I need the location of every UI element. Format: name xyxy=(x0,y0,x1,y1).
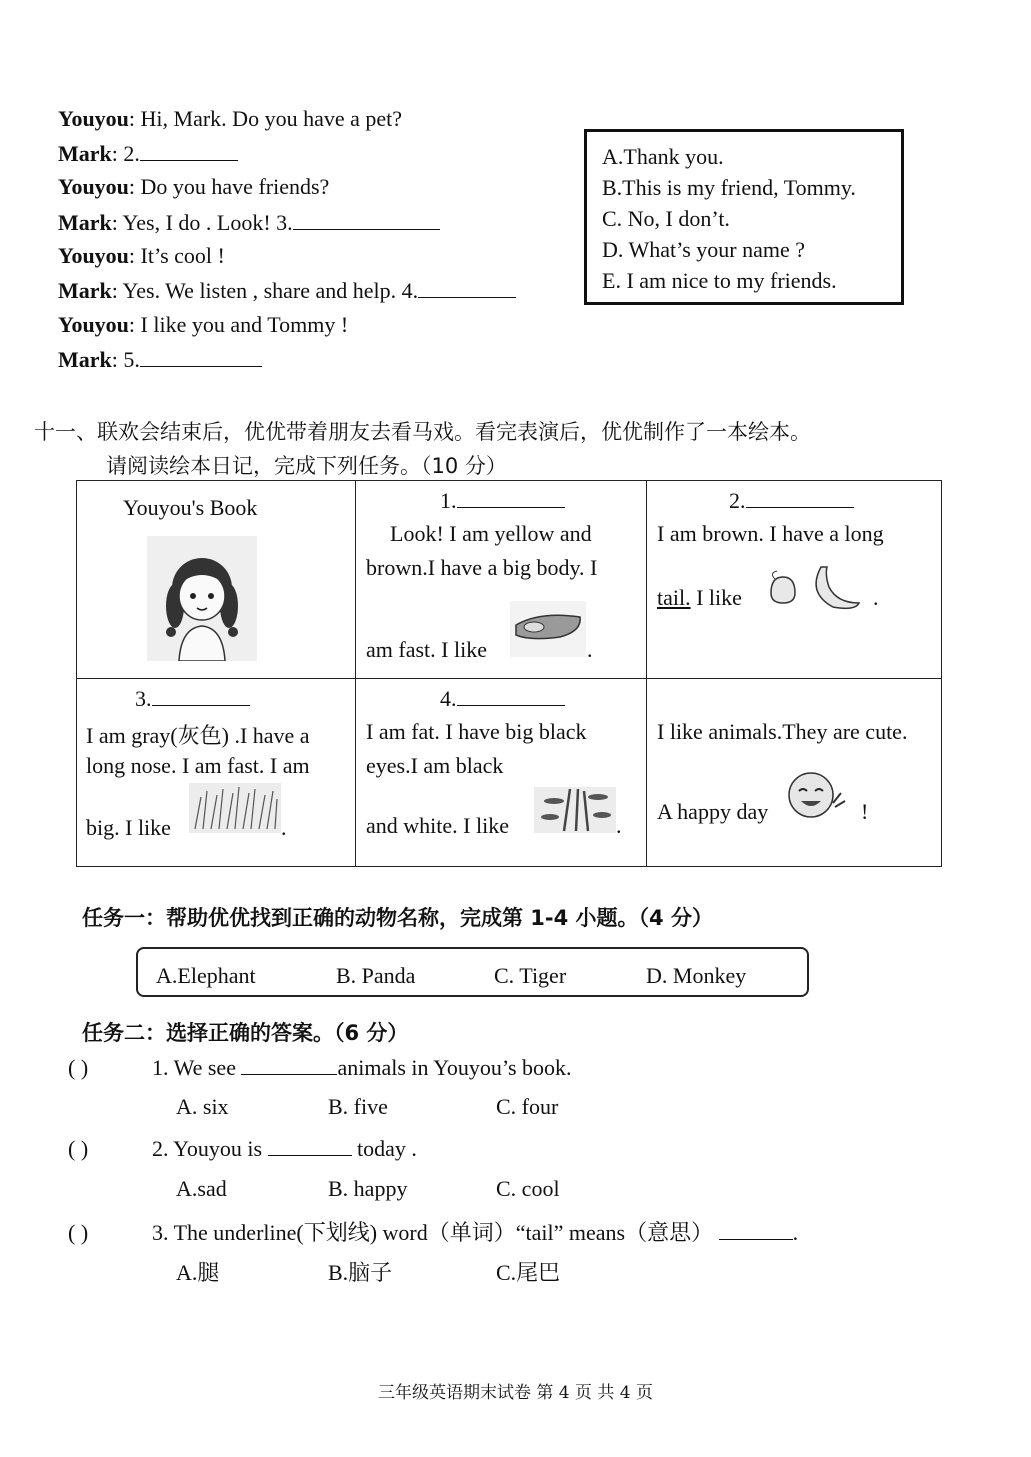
line-text: : 5. xyxy=(111,347,140,372)
girl-illustration xyxy=(147,536,257,661)
option-a: A.Thank you. xyxy=(602,144,724,169)
question-text: 1. We see xyxy=(152,1055,242,1080)
q3-option-a: A.腿 xyxy=(176,1260,220,1285)
cell-line: I am brown. I have a long xyxy=(657,521,884,546)
book-title: Youyou's Book xyxy=(123,495,258,520)
animal-blank-2[interactable] xyxy=(746,487,854,508)
line-text: : I like you and Tommy ! xyxy=(128,312,349,337)
choice-d: D. Monkey xyxy=(646,963,747,988)
cell-line: big. I like xyxy=(86,815,171,840)
q2-option-c: C. cool xyxy=(496,1176,560,1201)
speaker: Mark xyxy=(58,347,112,372)
cell-line: am fast. I like xyxy=(366,637,487,662)
section-11-subheading: 请阅读绘本日记，完成下列任务。（10 分） xyxy=(106,454,507,478)
cell-line: Look! I am yellow and xyxy=(390,521,592,546)
question-3 xyxy=(68,1216,798,1247)
q2-option-b: B. happy xyxy=(328,1176,408,1201)
speaker: Youyou xyxy=(58,312,129,337)
q1-option-c: C. four xyxy=(496,1094,559,1119)
book-cell-cover xyxy=(77,481,356,679)
answer-blank-3[interactable] xyxy=(293,209,440,230)
cell-line: I like animals.They are cute. xyxy=(657,719,908,744)
question-blank[interactable] xyxy=(241,1054,337,1075)
choice-b: B. Panda xyxy=(336,963,416,988)
book-cell-3 xyxy=(77,679,356,867)
choice-a: A.Elephant xyxy=(156,963,256,988)
cell-exclamation: ! xyxy=(861,799,869,824)
question-text: 3. The underline(下划线) word（单词）“tail” means（意思） xyxy=(152,1220,719,1245)
dialogue-line-8 xyxy=(58,346,262,373)
line-text: : Do you have friends? xyxy=(128,174,330,199)
animal-blank-1[interactable] xyxy=(457,487,565,508)
question-text: animals in Youyou’s book. xyxy=(337,1055,572,1080)
happy-face-icon xyxy=(783,769,847,823)
option-c: C. No, I don’t. xyxy=(602,206,730,231)
q2-option-a: A.sad xyxy=(176,1176,227,1201)
answer-paren[interactable]: ( ) xyxy=(68,1136,89,1161)
cell-period: . xyxy=(873,585,879,610)
line-text: : Yes, I do . Look! 3. xyxy=(111,210,293,235)
choice-c: C. Tiger xyxy=(494,963,567,988)
cell-line: A happy day xyxy=(657,799,769,824)
line-text: : It’s cool ! xyxy=(128,243,225,268)
grass-icon xyxy=(189,783,281,833)
speaker: Mark xyxy=(58,141,112,166)
question-blank[interactable] xyxy=(719,1219,793,1240)
animal-blank-3[interactable] xyxy=(152,685,250,706)
cell-number: 3. xyxy=(135,686,152,711)
dialogue-line-1 xyxy=(58,106,402,132)
picture-book-table xyxy=(76,480,942,867)
peach-banana-icon xyxy=(763,563,863,613)
cell-line: eyes.I am black xyxy=(366,753,504,778)
line-text: : Yes. We listen , share and help. 4. xyxy=(111,278,419,303)
q1-option-b: B. five xyxy=(328,1094,388,1119)
option-e: E. I am nice to my friends. xyxy=(602,268,837,293)
option-d: D. What’s your name ? xyxy=(602,237,806,262)
dialogue-line-4 xyxy=(58,209,440,236)
book-cell-1 xyxy=(356,481,647,679)
speaker: Mark xyxy=(58,278,112,303)
question-text: . xyxy=(792,1220,799,1245)
book-cell-2 xyxy=(647,481,942,679)
dialogue-line-3 xyxy=(58,174,329,200)
task-2-heading: 任务二：选择正确的答案。（6 分） xyxy=(82,1021,409,1045)
cell-line: brown.I have a big body. I xyxy=(366,555,598,580)
question-text: 2. Youyou is xyxy=(152,1136,268,1161)
cell-number: 2. xyxy=(729,488,746,513)
speaker: Youyou xyxy=(58,243,129,268)
speaker: Youyou xyxy=(58,106,129,131)
cell-line: I am fat. I have big black xyxy=(366,719,587,744)
question-1 xyxy=(68,1054,572,1081)
cell-period: . xyxy=(281,815,287,840)
animal-blank-4[interactable] xyxy=(457,685,565,706)
q3-option-b: B.脑子 xyxy=(328,1260,393,1285)
book-cell-4 xyxy=(356,679,647,867)
question-blank[interactable] xyxy=(268,1135,352,1156)
cell-line: I am gray(灰色) .I have a xyxy=(86,723,310,748)
answer-blank-4[interactable] xyxy=(418,277,516,298)
line-text: : 2. xyxy=(111,141,140,166)
question-text: today . xyxy=(351,1136,417,1161)
answer-paren[interactable]: ( ) xyxy=(68,1055,89,1080)
speaker: Youyou xyxy=(58,174,129,199)
dialogue-line-2 xyxy=(58,140,238,167)
answer-blank-5[interactable] xyxy=(140,346,262,367)
underlined-word: tail. xyxy=(657,585,691,610)
cell-period: . xyxy=(616,813,622,838)
q1-option-a: A. six xyxy=(176,1094,229,1119)
cell-line: long nose. I am fast. I am xyxy=(86,753,310,778)
q3-option-c: C.尾巴 xyxy=(496,1260,561,1285)
options-box xyxy=(584,129,904,305)
line-text: : Hi, Mark. Do you have a pet? xyxy=(128,106,403,131)
cell-line: I like xyxy=(690,585,742,610)
speaker: Mark xyxy=(58,210,112,235)
answer-paren[interactable]: ( ) xyxy=(68,1220,89,1245)
task-1-heading: 任务一：帮助优优找到正确的动物名称，完成第 1-4 小题。（4 分） xyxy=(82,906,713,930)
meat-icon xyxy=(510,601,586,657)
dialogue-line-6 xyxy=(58,277,516,304)
cell-number: 1. xyxy=(440,488,457,513)
book-cell-5 xyxy=(647,679,942,867)
answer-blank-2[interactable] xyxy=(140,140,238,161)
animal-choices-box xyxy=(136,947,809,997)
dialogue-line-5 xyxy=(58,243,225,269)
cell-period: . xyxy=(587,637,593,662)
bamboo-icon xyxy=(534,787,616,833)
page-footer: 三年级英语期末试卷 第 4 页 共 4 页 xyxy=(377,1383,654,1403)
cell-line: and white. I like xyxy=(366,813,509,838)
section-11-heading: 十一、联欢会结束后，优优带着朋友去看马戏。看完表演后，优优制作了一本绘本。 xyxy=(34,420,811,444)
dialogue-line-7 xyxy=(58,312,348,338)
option-b: B.This is my friend, Tommy. xyxy=(602,175,856,200)
cell-number: 4. xyxy=(440,686,457,711)
question-2 xyxy=(68,1135,417,1162)
